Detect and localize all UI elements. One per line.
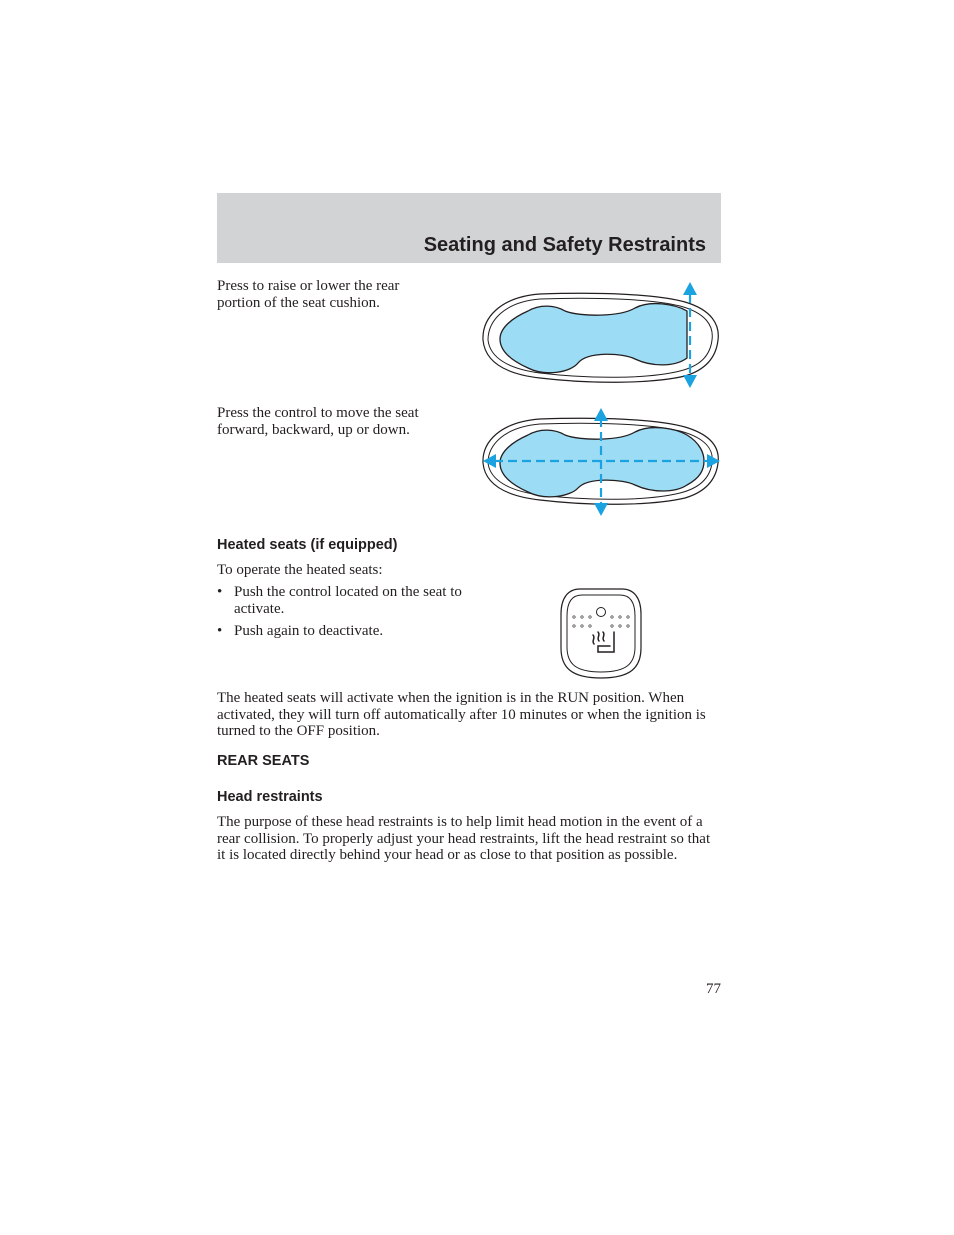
heated-seats-intro: To operate the heated seats: (217, 562, 383, 578)
seat-four-way-control-icon (480, 406, 722, 518)
list-item (217, 584, 462, 617)
heated-seats-paragraph: The heated seats will activate when the ignition is in the RUN position. When activated, they will turn off automatically after 10 minutes or when the ignition is turned to the OFF position. (217, 690, 706, 739)
heated-seat-button-icon (558, 586, 644, 681)
section-title: Seating and Safety Restraints (423, 234, 706, 256)
rear-cushion-instruction: Press to raise or lower the rear portion of the seat cushion. (217, 278, 400, 311)
bullet-text: Push again to deactivate. (234, 623, 384, 639)
head-restraints-heading: Head restraints (217, 789, 323, 805)
rear-seats-heading: REAR SEATS (217, 753, 310, 769)
section-header (217, 193, 721, 263)
heated-seats-heading: Heated seats (if equipped) (217, 537, 398, 553)
seat-cushion-tilt-control-icon (480, 280, 722, 392)
list-item (217, 623, 477, 640)
page-number: 77 (706, 981, 721, 997)
bullet-text: Push the control located on the seat to activate. (234, 584, 462, 617)
bullet-marker: • (217, 623, 223, 639)
bullet-marker: • (217, 584, 223, 600)
move-seat-instruction: Press the control to move the seat forward, backward, up or down. (217, 405, 419, 438)
head-restraints-paragraph: The purpose of these head restraints is to help limit head motion in the event of a rear collision. To properly adjust your head restraints, lift the head restraint so that it is located directly behind your head or as close to that position as possible. (217, 814, 711, 863)
